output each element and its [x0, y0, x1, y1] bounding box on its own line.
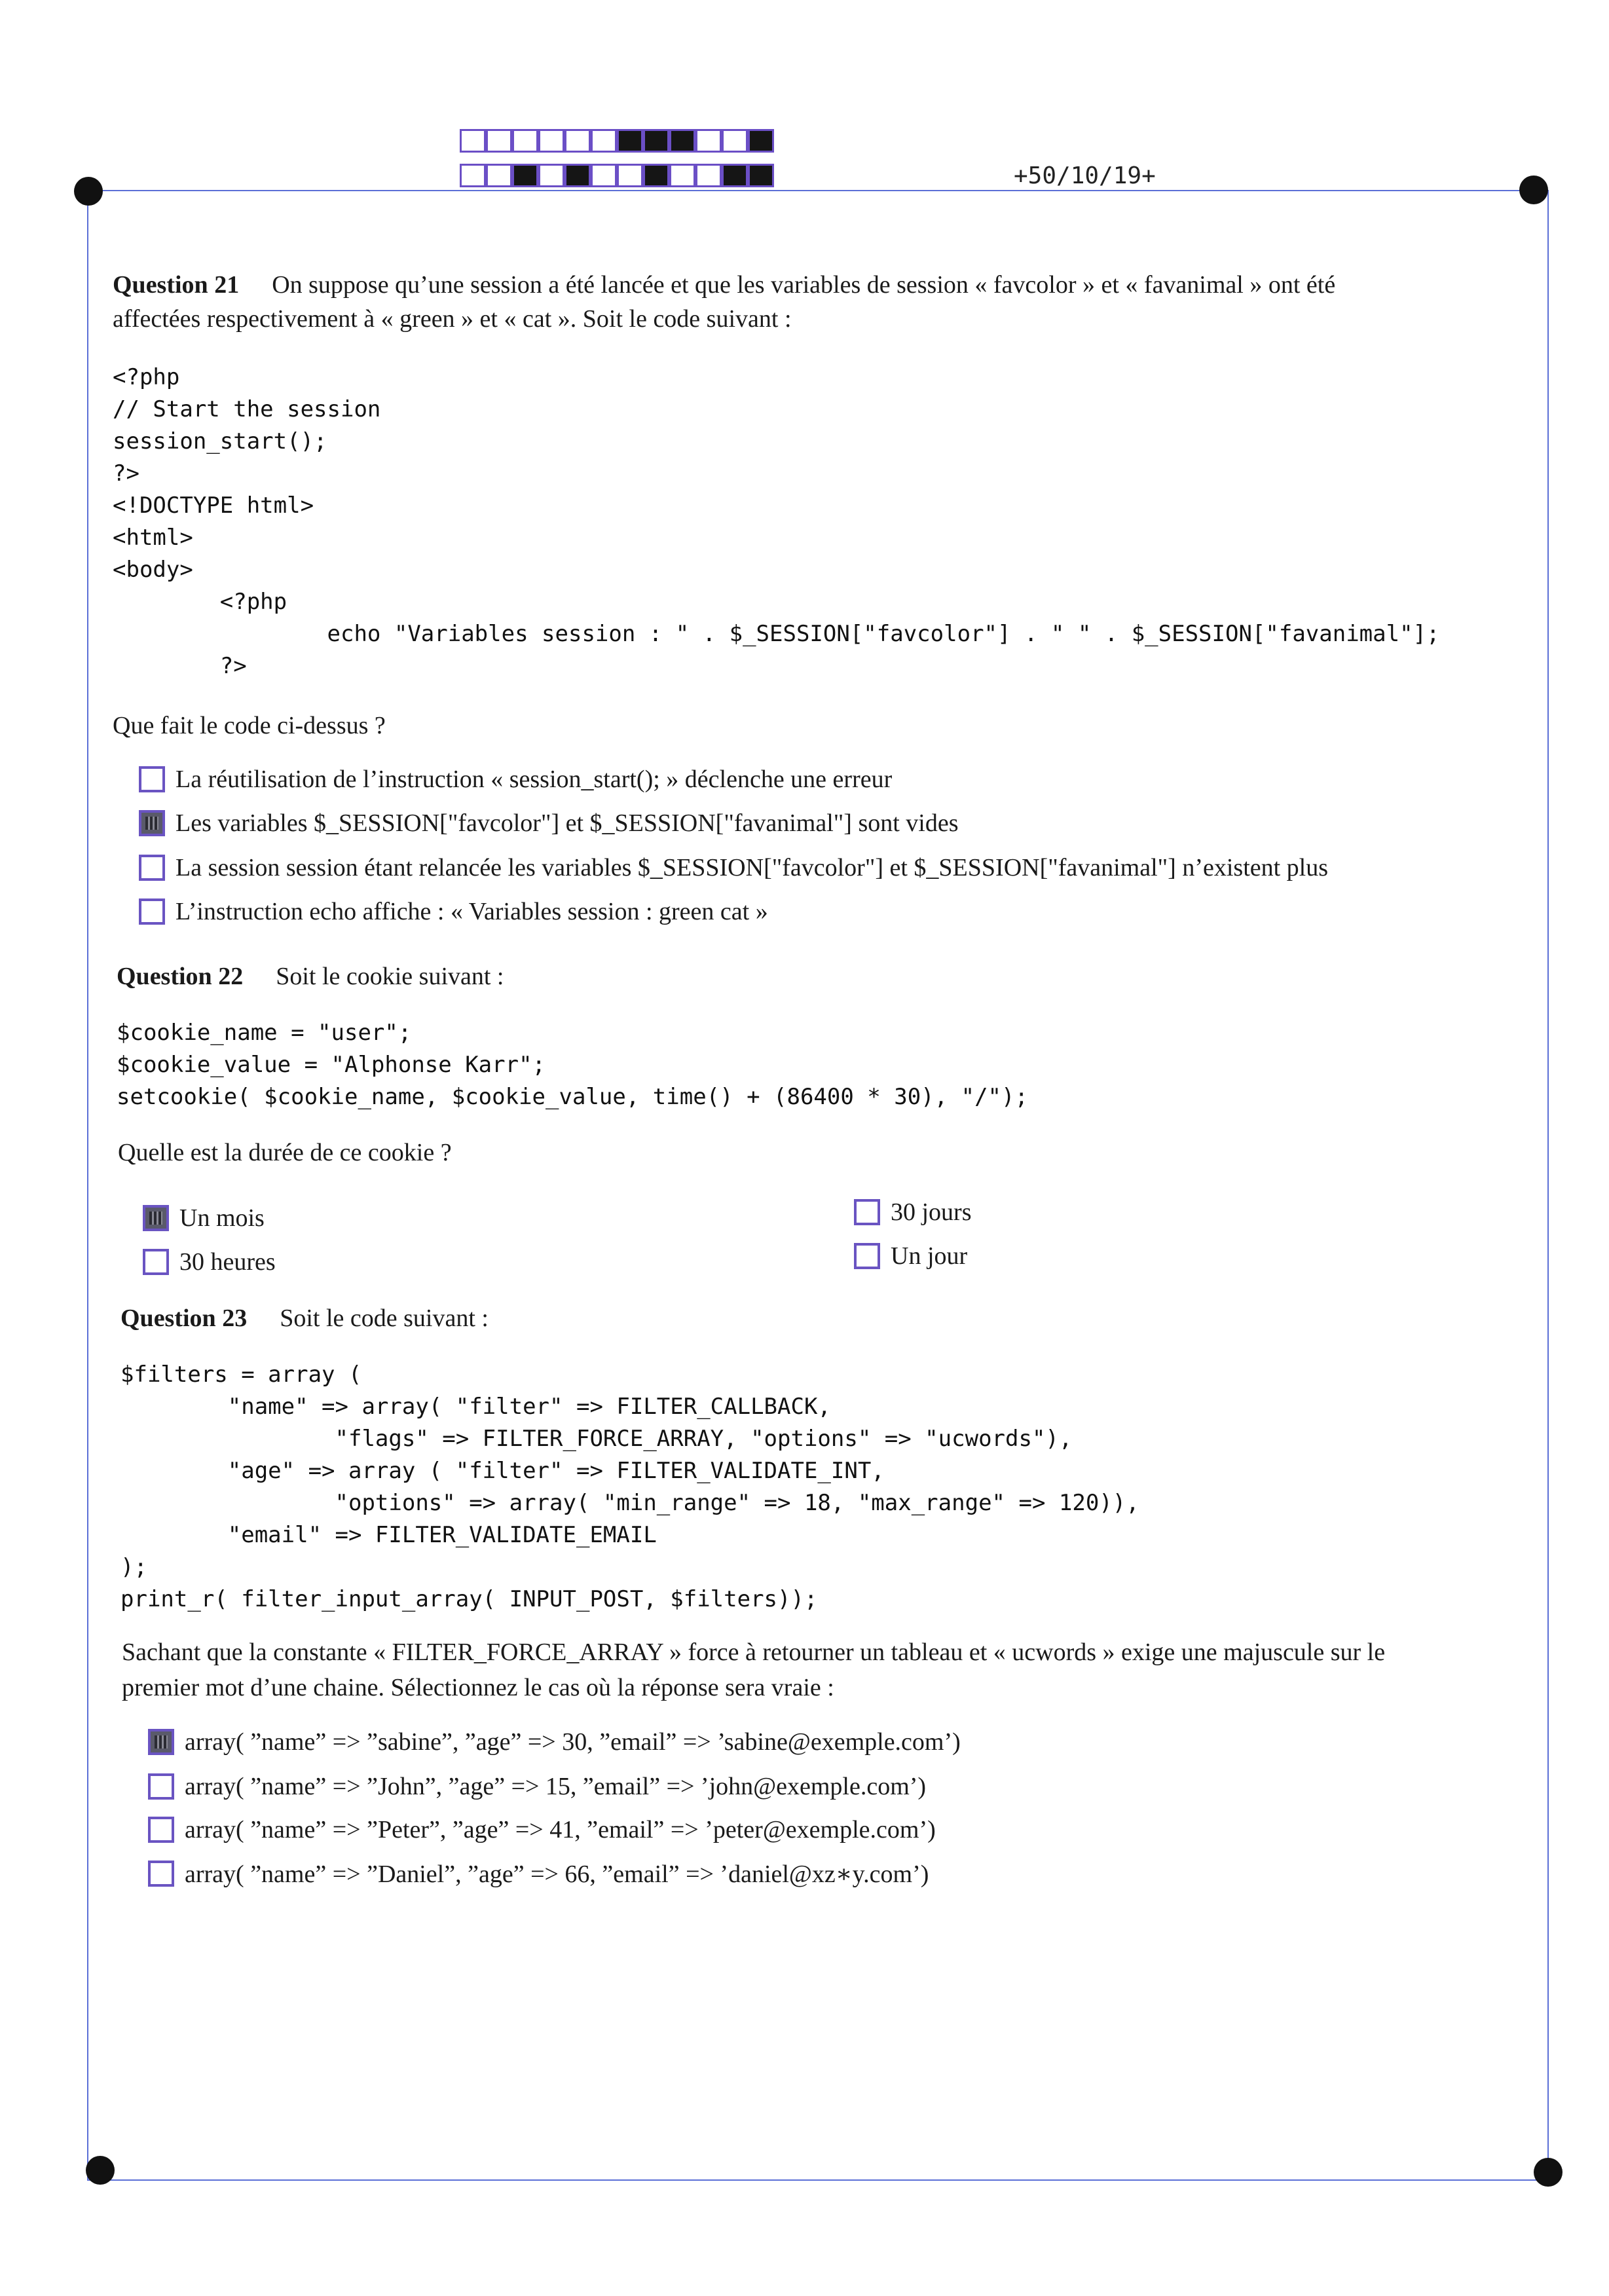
barcode-cell — [617, 164, 643, 187]
barcode-cell — [564, 129, 591, 153]
question-number: Question 21 — [113, 271, 240, 299]
question-21-heading — [113, 268, 1335, 301]
barcode-cell — [538, 164, 564, 187]
q22-option-3[interactable] — [854, 1194, 972, 1231]
q23-option-3[interactable] — [148, 1811, 936, 1848]
q22-option-3-label: 30 jours — [891, 1198, 972, 1226]
question-22-prompt: Quelle est la durée de ce cookie ? — [118, 1139, 452, 1166]
q23-option-2[interactable] — [148, 1768, 926, 1805]
page-id: +50/10/19+ — [1014, 162, 1156, 189]
q23-option-1-label: array( ”name” => ”sabine”, ”age” => 30, ”email” => ’sabine@exemple.com’) — [185, 1728, 961, 1756]
q22-option-1-label: Un mois — [179, 1204, 265, 1232]
corner-marker-top-left — [74, 177, 103, 206]
barcode-cell — [460, 129, 486, 153]
barcode-cell — [748, 164, 774, 187]
question-23-heading — [120, 1302, 489, 1335]
barcode-cell — [643, 164, 669, 187]
q21-option-1-checkbox[interactable] — [139, 766, 165, 792]
q21-option-4-checkbox[interactable] — [139, 898, 165, 925]
q23-option-4-label: array( ”name” => ”Daniel”, ”age” => 66, ”email” => ’daniel@xz∗y.com’) — [185, 1860, 929, 1888]
barcode-cell — [538, 129, 564, 153]
q21-option-4[interactable] — [139, 893, 768, 930]
q21-option-1-label: La réutilisation de l’instruction « session_start(); » déclenche une erreur — [176, 766, 893, 793]
q23-option-3-checkbox[interactable] — [148, 1817, 174, 1843]
q21-option-3-checkbox[interactable] — [139, 855, 165, 881]
barcode-cell — [722, 129, 748, 153]
q23-option-4[interactable] — [148, 1855, 929, 1892]
q22-option-1[interactable] — [143, 1200, 265, 1236]
q23-option-1-checkbox[interactable] — [148, 1729, 174, 1755]
question-22-heading — [117, 960, 504, 993]
barcode-cell — [669, 164, 695, 187]
barcode-cell — [486, 129, 512, 153]
barcode-cell — [669, 129, 695, 153]
barcode-cell — [512, 129, 538, 153]
corner-marker-top-right — [1519, 176, 1548, 204]
q22-option-4-checkbox[interactable] — [854, 1243, 880, 1269]
question-23-prompt-line-1: Sachant que la constante « FILTER_FORCE_ARRAY » force à retourner un tableau et « ucwords » exige une majuscule sur le — [122, 1639, 1386, 1666]
q21-option-2-checkbox[interactable] — [139, 810, 165, 836]
barcode-cell — [748, 129, 774, 153]
question-21-intro-cont: affectées respectivement à « green » et « cat ». Soit le code suivant : — [113, 305, 792, 333]
barcode-cell — [695, 164, 722, 187]
q22-option-4[interactable] — [854, 1238, 967, 1274]
q23-option-1[interactable] — [148, 1724, 961, 1760]
q23-option-3-label: array( ”name” => ”Peter”, ”age” => 41, ”email” => ’peter@exemple.com’) — [185, 1816, 936, 1843]
q23-option-2-checkbox[interactable] — [148, 1773, 174, 1800]
q21-option-3-label: La session session étant relancée les variables $_SESSION["favcolor"] et $_SESSION["favanimal"] n’existent plus — [176, 854, 1329, 881]
barcode-cell — [591, 164, 617, 187]
barcode-cell — [722, 164, 748, 187]
barcode-row-1 — [460, 129, 774, 153]
q21-option-1[interactable] — [139, 761, 892, 798]
question-21-code: <?php // Start the session session_start(); ?> <!DOCTYPE html> <html> <body> <?php echo "Variables session : " . $_SESSION["favcolor"] . " " . $_SESSION["favanimal"]; ?> — [113, 364, 1440, 679]
q21-option-2[interactable] — [139, 805, 959, 842]
question-intro: Soit le code suivant : — [280, 1305, 489, 1332]
corner-marker-bottom-right — [1534, 2158, 1563, 2187]
question-intro: Soit le cookie suivant : — [276, 963, 504, 990]
q22-option-4-label: Un jour — [891, 1242, 968, 1270]
q22-option-2-label: 30 heures — [179, 1248, 276, 1276]
question-23-prompt-line-2: premier mot d’une chaine. Sélectionnez le cas où la réponse sera vraie : — [122, 1674, 834, 1701]
barcode-cell — [617, 129, 643, 153]
question-22-code: $cookie_name = "user"; $cookie_value = "Alphonse Karr"; setcookie( $cookie_name, $cookie_value, time() + (86400 * 30), "/"); — [117, 1020, 1028, 1110]
barcode-cell — [591, 129, 617, 153]
barcode-cell — [512, 164, 538, 187]
question-number: Question 23 — [120, 1305, 248, 1332]
corner-marker-bottom-left — [86, 2156, 115, 2185]
q22-option-1-checkbox[interactable] — [143, 1205, 169, 1231]
question-intro: On suppose qu’une session a été lancée et que les variables de session « favcolor » et « favanimal » ont été — [272, 271, 1336, 299]
q23-option-2-label: array( ”name” => ”John”, ”age” => 15, ”email” => ’john@exemple.com’) — [185, 1773, 927, 1800]
q21-option-4-label: L’instruction echo affiche : « Variables session : green cat » — [176, 898, 768, 925]
q22-option-3-checkbox[interactable] — [854, 1199, 880, 1225]
q21-option-2-label: Les variables $_SESSION["favcolor"] et $_SESSION["favanimal"] sont vides — [176, 809, 959, 837]
q21-option-3[interactable] — [139, 849, 1328, 886]
barcode-cell — [486, 164, 512, 187]
barcode-cell — [460, 164, 486, 187]
question-21-prompt: Que fait le code ci-dessus ? — [113, 712, 386, 739]
q22-option-2[interactable] — [143, 1244, 276, 1280]
q22-option-2-checkbox[interactable] — [143, 1249, 169, 1275]
barcode-cell — [643, 129, 669, 153]
question-number: Question 22 — [117, 963, 244, 990]
barcode-cell — [695, 129, 722, 153]
barcode-row-2 — [460, 164, 774, 187]
barcode-cell — [564, 164, 591, 187]
question-23-code: $filters = array ( "name" => array( "filter" => FILTER_CALLBACK, "flags" => FILTER_FORCE_ARRAY, "options" => "ucwords"), "age" => array ( "filter" => FILTER_VALIDATE_INT, "options" => array( "min_range" => 18, "max_range" => 120)), "email" => FILTER_VALIDATE_EMAIL ); print_r( filter_input_array( INPUT_POST, $filters)); — [120, 1361, 1139, 1612]
q23-option-4-checkbox[interactable] — [148, 1861, 174, 1887]
